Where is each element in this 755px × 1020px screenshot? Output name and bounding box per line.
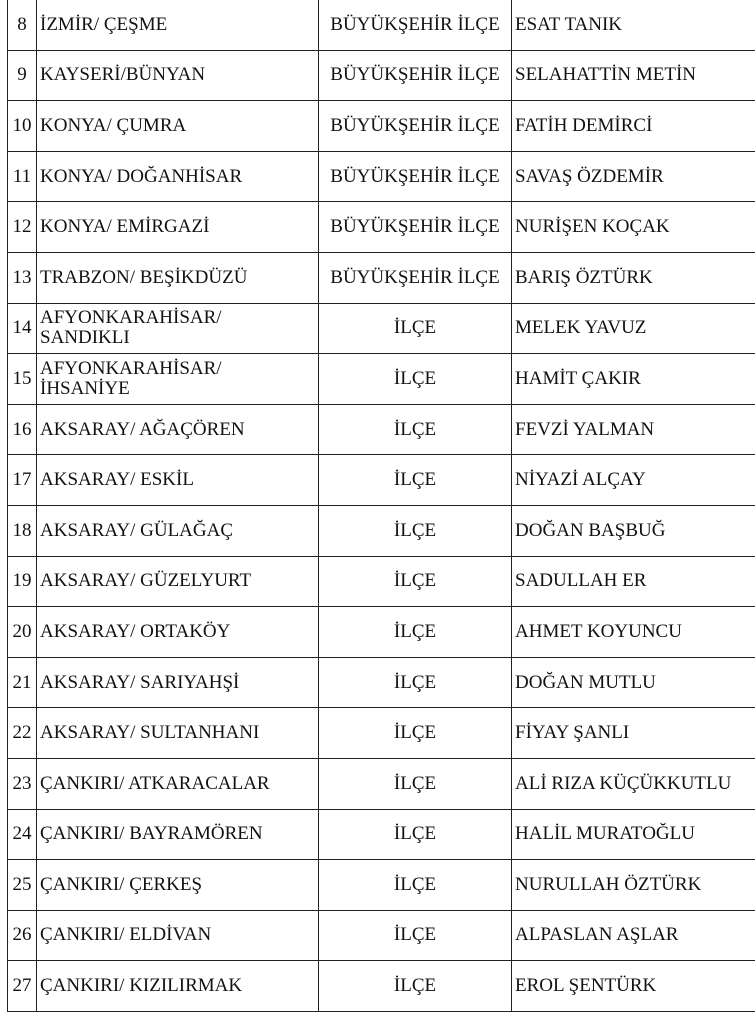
table-row [8,860,755,911]
type-cell: İLÇE [319,708,512,759]
person-name-cell: DOĞAN BAŞBUĞ [512,505,755,556]
row-number-cell: 25 [8,860,37,911]
type-cell: BÜYÜKŞEHİR İLÇE [319,101,512,152]
table-row [8,455,755,506]
row-number-cell: 8 [8,0,37,50]
location-cell: KONYA/ DOĞANHİSAR [37,151,319,202]
location-cell: AFYONKARAHİSAR/ İHSANİYE [37,354,319,405]
person-name-cell: EROL ŞENTÜRK [512,961,755,1012]
type-cell: BÜYÜKŞEHİR İLÇE [319,0,512,50]
type-cell: İLÇE [319,758,512,809]
person-name-cell: ALİ RIZA KÜÇÜKKUTLU [512,758,755,809]
table-row [8,708,755,759]
table-row [8,252,755,303]
location-cell: ÇANKIRI/ ATKARACALAR [37,758,319,809]
table-row [8,303,755,354]
type-cell: İLÇE [319,505,512,556]
person-name-cell: NİYAZİ ALÇAY [512,455,755,506]
location-cell: AKSARAY/ ESKİL [37,455,319,506]
row-number-cell: 18 [8,505,37,556]
person-name-cell: SELAHATTİN METİN [512,50,755,101]
location-cell: ÇANKIRI/ ÇERKEŞ [37,860,319,911]
row-number-cell: 24 [8,809,37,860]
person-name-cell: AHMET KOYUNCU [512,607,755,658]
row-number-cell: 13 [8,252,37,303]
location-cell: ÇANKIRI/ ELDİVAN [37,910,319,961]
table-row [8,101,755,152]
row-number-cell: 19 [8,556,37,607]
person-name-cell: SAVAŞ ÖZDEMİR [512,151,755,202]
location-cell: AFYONKARAHİSAR/ SANDIKLI [37,303,319,354]
type-cell: BÜYÜKŞEHİR İLÇE [319,252,512,303]
location-cell: TRABZON/ BEŞİKDÜZÜ [37,252,319,303]
row-number-cell: 14 [8,303,37,354]
type-cell: İLÇE [319,303,512,354]
row-number-cell: 26 [8,910,37,961]
person-name-cell: FEVZİ YALMAN [512,404,755,455]
table-row [8,151,755,202]
row-number-cell: 12 [8,202,37,253]
type-cell: İLÇE [319,961,512,1012]
table-row [8,404,755,455]
person-name-cell: HALİL MURATOĞLU [512,809,755,860]
location-cell: ÇANKIRI/ BAYRAMÖREN [37,809,319,860]
type-cell: İLÇE [319,860,512,911]
location-cell: KAYSERİ/BÜNYAN [37,50,319,101]
person-name-cell: HAMİT ÇAKIR [512,354,755,405]
type-cell: BÜYÜKŞEHİR İLÇE [319,202,512,253]
person-name-cell: NURİŞEN KOÇAK [512,202,755,253]
table-row [8,809,755,860]
person-name-cell: MELEK YAVUZ [512,303,755,354]
row-number-cell: 15 [8,354,37,405]
location-cell: KONYA/ ÇUMRA [37,101,319,152]
table-body [8,0,755,1011]
row-number-cell: 23 [8,758,37,809]
location-cell: AKSARAY/ AĞAÇÖREN [37,404,319,455]
person-name-cell: ALPASLAN AŞLAR [512,910,755,961]
type-cell: BÜYÜKŞEHİR İLÇE [319,50,512,101]
table-row [8,354,755,405]
person-name-cell: FATİH DEMİRCİ [512,101,755,152]
location-cell: AKSARAY/ SARIYAHŞİ [37,657,319,708]
person-name-cell: NURULLAH ÖZTÜRK [512,860,755,911]
type-cell: İLÇE [319,607,512,658]
person-name-cell: DOĞAN MUTLU [512,657,755,708]
row-number-cell: 10 [8,101,37,152]
location-cell: KONYA/ EMİRGAZİ [37,202,319,253]
row-number-cell: 21 [8,657,37,708]
table-row [8,910,755,961]
candidates-table [7,0,755,1012]
table-row [8,961,755,1012]
type-cell: İLÇE [319,657,512,708]
type-cell: İLÇE [319,455,512,506]
type-cell: BÜYÜKŞEHİR İLÇE [319,151,512,202]
row-number-cell: 17 [8,455,37,506]
table-row [8,758,755,809]
location-cell: ÇANKIRI/ KIZILIRMAK [37,961,319,1012]
table-row [8,657,755,708]
type-cell: İLÇE [319,809,512,860]
table-row [8,505,755,556]
person-name-cell: SADULLAH ER [512,556,755,607]
row-number-cell: 11 [8,151,37,202]
table-row [8,0,755,50]
location-cell: AKSARAY/ SULTANHANI [37,708,319,759]
type-cell: İLÇE [319,404,512,455]
table-row [8,607,755,658]
table-row [8,556,755,607]
person-name-cell: BARIŞ ÖZTÜRK [512,252,755,303]
person-name-cell: ESAT TANIK [512,0,755,50]
table-row [8,50,755,101]
row-number-cell: 20 [8,607,37,658]
row-number-cell: 27 [8,961,37,1012]
location-cell: AKSARAY/ GÜLAĞAÇ [37,505,319,556]
type-cell: İLÇE [319,910,512,961]
row-number-cell: 16 [8,404,37,455]
person-name-cell: FİYAY ŞANLI [512,708,755,759]
table-row [8,202,755,253]
location-cell: AKSARAY/ GÜZELYURT [37,556,319,607]
type-cell: İLÇE [319,556,512,607]
location-cell: İZMİR/ ÇEŞME [37,0,319,50]
type-cell: İLÇE [319,354,512,405]
row-number-cell: 9 [8,50,37,101]
location-cell: AKSARAY/ ORTAKÖY [37,607,319,658]
row-number-cell: 22 [8,708,37,759]
